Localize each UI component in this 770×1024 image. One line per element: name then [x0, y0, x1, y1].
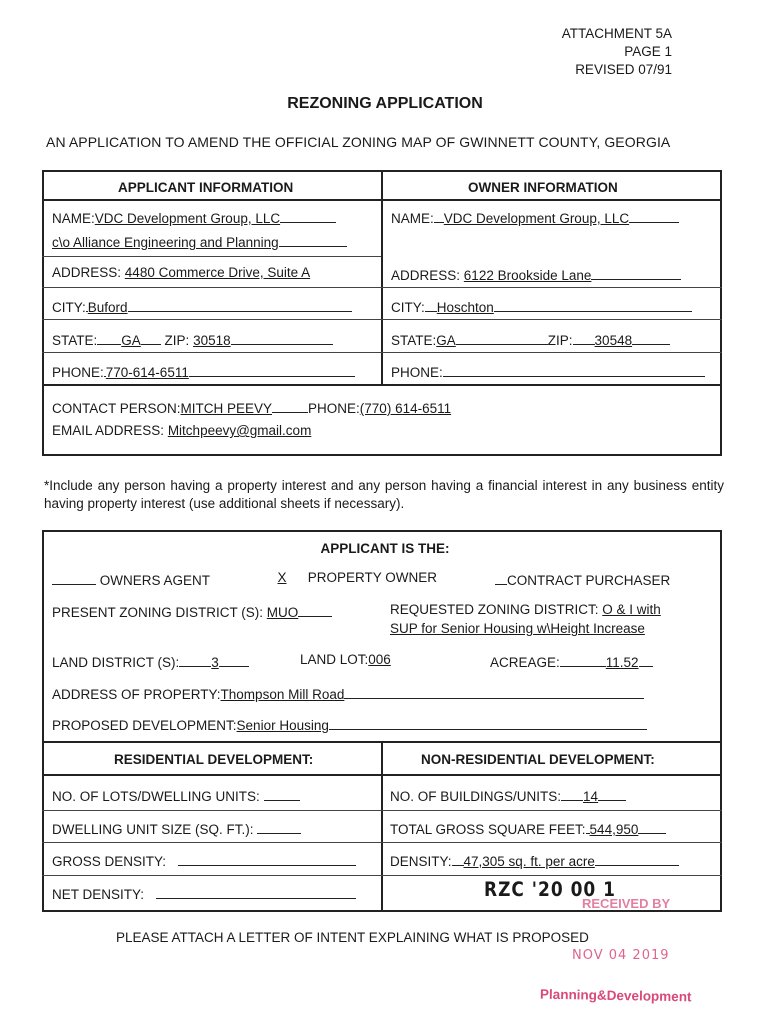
residential-heading: RESIDENTIAL DEVELOPMENT:	[114, 752, 314, 767]
unit-size-label: DWELLING UNIT SIZE (SQ. FT.):	[52, 822, 254, 837]
owner-zip-value: 30548	[594, 333, 633, 348]
disclosure-note: *Include any person having a property interest and any person having a financial interest in any business entity having property interest (use additional sheets if necessary).	[44, 478, 724, 511]
attachment-label: ATTACHMENT 5A	[561, 26, 672, 41]
contact-person-value: MITCH PEEVY	[180, 401, 273, 416]
owner-address-label: ADDRESS:	[391, 268, 461, 283]
applicant-name-line2[interactable]	[52, 232, 347, 250]
net-density-value	[156, 884, 356, 899]
owner-name-field[interactable]	[391, 208, 679, 226]
owner-phone-label: PHONE:	[391, 365, 443, 380]
lots-units-field[interactable]	[52, 786, 300, 804]
gross-density-value	[178, 851, 356, 866]
divider	[42, 810, 722, 811]
present-zoning-label: PRESENT ZONING DISTRICT (S):	[52, 605, 264, 620]
land-district-value: 3	[211, 655, 219, 670]
owners-agent-checkbox[interactable]	[52, 570, 96, 585]
received-by-stamp: RECEIVED BY	[582, 896, 671, 911]
gross-sqft-label: TOTAL GROSS SQUARE FEET:	[390, 822, 586, 837]
divider	[42, 384, 722, 386]
density-value: 47,305 sq. ft. per acre	[463, 854, 595, 869]
applicant-type-row	[52, 570, 210, 588]
page-title: REZONING APPLICATION	[287, 95, 483, 112]
contact-person-label: CONTACT PERSON:	[52, 401, 181, 416]
contact-email-value: Mitchpeevy@gmail.com	[167, 423, 312, 438]
density-label: DENSITY:	[390, 854, 452, 869]
applicant-zip-label: ZIP:	[164, 333, 190, 348]
divider	[381, 741, 383, 912]
page-label: PAGE 1	[624, 44, 672, 59]
land-lot-label: LAND LOT:	[300, 652, 369, 667]
applicant-city-field[interactable]	[52, 297, 352, 315]
buildings-units-label: NO. OF BUILDINGS/UNITS:	[390, 789, 562, 804]
revised-label: REVISED 07/91	[575, 62, 672, 77]
requested-zoning-field[interactable]	[390, 602, 661, 617]
applicant-address-field[interactable]	[52, 265, 310, 280]
acreage-label: ACREAGE:	[490, 655, 560, 670]
proposed-development-label: PROPOSED DEVELOPMENT:	[52, 718, 237, 733]
applicant-name-field[interactable]	[52, 208, 336, 226]
property-owner-checkbox[interactable]: X	[277, 570, 287, 585]
owner-address-value: 6122 Brookside Lane	[463, 268, 592, 283]
proposed-development-field[interactable]	[52, 715, 647, 733]
divider	[42, 319, 722, 320]
applicant-heading: APPLICANT INFORMATION	[118, 180, 294, 195]
nonresidential-heading: NON-RESIDENTIAL DEVELOPMENT:	[421, 752, 655, 767]
present-zoning-value: MUO	[266, 605, 299, 620]
contact-phone-value: (770) 614-6511	[359, 401, 452, 416]
contract-purchaser-checkbox[interactable]	[495, 570, 507, 585]
applicant-zip-value: 30518	[193, 333, 231, 348]
property-owner-label: PROPERTY OWNER	[307, 570, 438, 585]
land-district-field[interactable]	[52, 652, 249, 670]
land-district-label: LAND DISTRICT (S):	[52, 655, 180, 670]
applicant-state-label: STATE:	[52, 333, 98, 348]
gross-sqft-value: 544,950	[589, 822, 639, 837]
contact-person-field[interactable]	[52, 398, 451, 416]
applicant-state-value: GA	[121, 333, 141, 348]
owner-city-value: Hoschton	[436, 300, 494, 315]
applicant-phone-label: PHONE:	[52, 365, 104, 380]
net-density-label: NET DENSITY:	[52, 887, 145, 902]
present-zoning-field[interactable]	[52, 602, 332, 620]
lots-units-value	[264, 786, 300, 801]
requested-zoning-label: REQUESTED ZONING DISTRICT:	[390, 602, 599, 617]
applicant-city-value: Buford	[87, 300, 128, 315]
gross-density-field[interactable]	[52, 851, 356, 869]
contact-phone-label: PHONE:	[308, 401, 360, 416]
divider	[42, 774, 722, 776]
acreage-field[interactable]	[490, 652, 653, 670]
property-owner-option	[260, 570, 437, 585]
contract-purchaser-label: CONTRACT PURCHASER	[507, 573, 671, 588]
proposed-development-value: Senior Housing	[236, 718, 329, 733]
contract-purchaser-option	[495, 570, 670, 588]
applicant-name-line2-value: c\o Alliance Engineering and Planning	[52, 235, 279, 250]
applicant-is-heading: APPLICANT IS THE:	[320, 541, 450, 556]
applicant-address-label: ADDRESS:	[52, 265, 122, 280]
acreage-value: 11.52	[605, 655, 639, 670]
owner-state-zip-field[interactable]	[391, 330, 670, 348]
applicant-state-zip-field[interactable]	[52, 330, 333, 348]
divider	[42, 199, 722, 201]
document-header	[562, 25, 672, 79]
owner-zip-label: ZIP:	[547, 333, 573, 348]
applicant-name-label: NAME:	[52, 211, 95, 226]
property-address-value: Thompson Mill Road	[220, 687, 345, 702]
lots-units-label: NO. OF LOTS/DWELLING UNITS:	[52, 789, 260, 804]
density-field[interactable]	[390, 851, 679, 869]
received-date-stamp: NOV 04 2019	[572, 948, 670, 963]
owner-address-field[interactable]	[391, 265, 681, 283]
contact-email-field[interactable]	[52, 423, 311, 438]
owner-phone-field[interactable]	[391, 362, 705, 380]
owner-heading: OWNER INFORMATION	[468, 180, 618, 195]
unit-size-field[interactable]	[52, 819, 301, 837]
buildings-units-value: 14	[583, 789, 599, 804]
owner-city-field[interactable]	[391, 297, 692, 315]
gross-sqft-field[interactable]	[390, 819, 666, 837]
divider	[42, 352, 722, 353]
owner-name-value: VDC Development Group, LLC	[443, 211, 630, 226]
land-lot-value: 006	[368, 652, 391, 667]
case-number-stamp: RZC '20 00 1	[484, 878, 616, 902]
property-address-label: ADDRESS OF PROPERTY:	[52, 687, 221, 702]
requested-zoning-value: O & I with	[602, 602, 661, 617]
owner-state-label: STATE:	[391, 333, 437, 348]
unit-size-value	[257, 819, 301, 834]
divider	[42, 287, 722, 288]
department-stamp: Planning&Development	[539, 986, 692, 1005]
owner-phone-value	[443, 362, 705, 377]
buildings-units-field[interactable]	[390, 786, 626, 804]
letter-of-intent-instruction: PLEASE ATTACH A LETTER OF INTENT EXPLAINING WHAT IS PROPOSED	[116, 930, 589, 945]
net-density-field[interactable]	[52, 884, 356, 902]
divider	[42, 875, 722, 876]
page-subtitle: AN APPLICATION TO AMEND THE OFFICIAL ZONING MAP OF GWINNETT COUNTY, GEORGIA	[46, 134, 671, 150]
applicant-city-label: CITY:	[52, 300, 86, 315]
applicant-name-value: VDC Development Group, LLC	[94, 211, 281, 226]
owner-name-label: NAME:	[391, 211, 434, 226]
owners-agent-label: OWNERS AGENT	[99, 573, 211, 588]
applicant-phone-value: 770-614-6511	[105, 365, 189, 380]
land-lot-field[interactable]	[300, 652, 391, 667]
gross-density-label: GROSS DENSITY:	[52, 854, 167, 869]
applicant-phone-field[interactable]	[52, 362, 355, 380]
owner-city-label: CITY:	[391, 300, 425, 315]
contact-email-label: EMAIL ADDRESS:	[52, 423, 165, 438]
divider	[42, 256, 381, 257]
owner-state-value: GA	[436, 333, 456, 348]
requested-zoning-line2[interactable]: SUP for Senior Housing w\Height Increase	[390, 621, 645, 636]
applicant-address-value: 4480 Commerce Drive, Suite A	[124, 265, 311, 280]
divider	[42, 842, 722, 843]
property-address-field[interactable]	[52, 684, 644, 702]
